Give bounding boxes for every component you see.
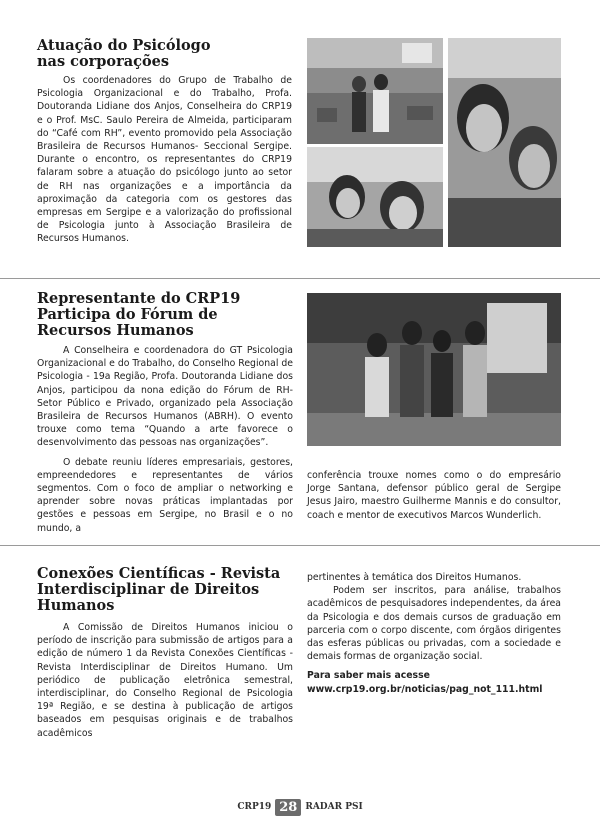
article3-link-label: Para saber mais acesse <box>307 670 430 682</box>
article3-body-right <box>307 571 561 702</box>
article2-body <box>37 344 293 541</box>
page-footer <box>0 797 600 817</box>
article2-paragraph2-continued: conferência trouxe nomes como o do empresário Jorge Santana, defensor público geral de Sergipe Jesus Jairo, maestro Guilherme Mannis e do consultor, coach e mentor de executivos Marcos Wunderlich. <box>307 470 561 521</box>
article3-paragraph1-continued: pertinentes à temática dos Direitos Humanos. <box>307 572 522 583</box>
article3-paragraph1: A Comissão de Direitos Humanos iniciou o período de inscrição para submissão de artigos para a edição de número 1 da Revista Conexões Científicas - Revista Interdisciplinar de Direitos Humano. Um periódico de publicação eletrônica semestral, interdisciplinar, do Conselho Regional de Psicologia 19ª Região, e se destina à publicação de artigos baseados em pesquisas originais e de trabalhos acadêmicos <box>37 622 293 739</box>
article2-paragraph2: O debate reuniu líderes empresariais, gestores, empreendedores e representantes de vários segmentos. Com o foco de ampliar o networking e aprender sobre novas práticas implantadas por gestões e pessoas em Sergipe, no Brasil e o no mundo, a <box>37 456 293 534</box>
article2-body-continued <box>307 469 561 528</box>
article1-title-line1: Atuação do Psicólogo <box>37 37 211 54</box>
article2-title <box>37 291 297 339</box>
article3-title-line1: Conexões Científicas - Revista <box>37 565 281 582</box>
article1-body <box>37 74 292 252</box>
article3-paragraph2: Podem ser inscritos, para análise, trabalhos acadêmicos de pesquisadores independentes, da área da Psicologia e dos demais cursos de graduação em parceria com o corpo discente, com órgãos dirigentes das esferas públicas ou privadas, com a sociedade e demais formas de organização social. <box>307 585 561 663</box>
footer-right-label: RADAR PSI <box>305 802 363 812</box>
page-number: 28 <box>275 799 301 816</box>
article3-title-line2: Interdisciplinar de Direitos <box>37 581 260 598</box>
section-divider-1 <box>0 278 600 279</box>
article3-body <box>37 621 293 746</box>
article3-title <box>37 566 302 614</box>
article2-title-line2: Participa do Fórum de <box>37 306 218 323</box>
article1-photo-selfie-small <box>307 147 443 247</box>
article1-paragraph: Os coordenadores do Grupo de Trabalho de Psicologia Organizacional e do Trabalho, Profa. Doutoranda Lidiane dos Anjos, Conselheira do CRP19 e o Prof. MsC. Saulo Pereira de Almeida, participaram do “Café com RH”, evento promovido pela Associação Brasileira de Recursos Humanos- Seccional Sergipe. Durante o encontro, os representantes do CRP19 falaram sobre a atuação do psicólogo junto ao setor de RH nas organizações e a importância da aproximação da categoria com os gestores das empresas em Sergipe e a valorização do profissional de Psicologia junto à Associação Brasileira de Recursos Humanos. <box>37 75 292 245</box>
article1-title-line2: nas corporações <box>37 53 170 70</box>
article1-photo-selfie-large <box>448 38 561 247</box>
article3-title-line3: Humanos <box>37 597 115 614</box>
article2-paragraph1: A Conselheira e coordenadora do GT Psicologia Organizacional e do Trabalho, do Conselho Regional de Psicologia - 19a Região, Profa. Doutoranda Lidiane dos Anjos, participou da nona edição do Fórum de RH- Setor Público e Privado, organizado pela Associação Brasileira de Recursos Humanos (ABRH). O evento trouxe como tema “Quando a arte favorece o desenvolvimento das pessoas nas organizações”. <box>37 345 293 449</box>
section-divider-2 <box>0 545 600 546</box>
footer-left-label: CRP19 <box>237 802 272 812</box>
article3-link-url[interactable]: www.crp19.org.br/noticias/pag_not_111.html <box>307 683 543 695</box>
article2-title-line1: Representante do CRP19 <box>37 290 241 307</box>
article2-photo-group <box>307 293 561 446</box>
article1-photo-meeting-room <box>307 38 443 144</box>
article1-title <box>37 38 297 70</box>
article2-title-line3: Recursos Humanos <box>37 322 194 339</box>
